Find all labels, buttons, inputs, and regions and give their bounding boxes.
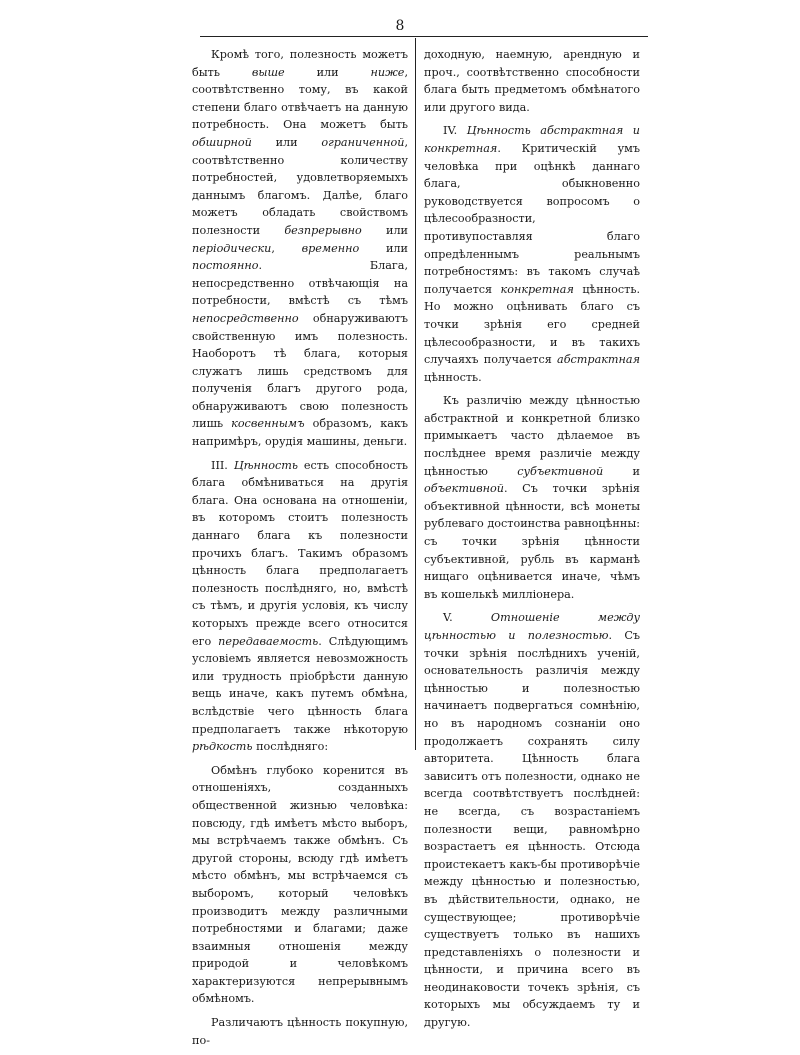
paragraph-subjective-objective: Къ различію между цѣнностью абстрактной и конкретной близко примыкаетъ часто дѣлаемое въ послѣднее время различіе между цѣнностью субъективной и объективной. Съ точки зрѣнія объективной цѣнности, всѣ монеты рублеваго достоинства равноцѣнны: съ точки зрѣнія цѣнности субъективной, рубль въ карманѣ нищаго оцѣнивается иначе, чѣмъ въ кошелькѣ милліонера. (424, 394, 640, 601)
paragraph-utility-kinds: Кромѣ того, полезность можетъ быть выше или ниже, соотвѣтственно тому, въ какой степени благо отвѣчаетъ на данную потребность. Она можетъ быть обширной или ограниченной, соотвѣтственно количеству потребностей, удовлетворяемыхъ даннымъ благомъ. Далѣе, благо можетъ обладать свойствомъ полезности безпрерывно или періодически, временно или постоянно. Блага, непосредственно отвѣчающія на потребности, вмѣстѣ съ тѣмъ непосредственно обнаруживаютъ свойственную имъ полезность. Наоборотъ тѣ блага, которыя служатъ лишь средствомъ для полученія благъ другого рода, обнаруживаютъ свою полезность лишь косвеннымъ образомъ, какъ напримѣръ, орудія машины, деньги. (192, 48, 409, 449)
paragraph-value-definition: III. Цѣнность есть способность блага обмѣниваться на другія блага. Она основана на отношеніи, въ которомъ стоитъ полезность даннаго блага къ полезности прочихъ благъ. Такимъ образомъ цѣнность блага предполагаетъ полезность послѣдняго, но, вмѣстѣ съ тѣмъ, и другія условія, къ числу которыхъ прежде всего относится его передаваемость. Слѣдующимъ условіемъ является невозможность или трудность пріобрѣсти данную вещь иначе, какъ путемъ обмѣна, вслѣдствіе чего цѣнность блага предполагаетъ также нѣкоторую рѣдкость послѣдняго: (192, 458, 408, 754)
paragraph-exchange: Обмѣнъ глубоко коренится въ отношеніяхъ, созданныхъ общественной жизнью человѣка: повсюду, гдѣ имѣетъ мѣсто выборъ, мы встрѣчаемъ также обмѣнъ. Съ другой стороны, всюду гдѣ имѣетъ мѣсто обмѣнъ, мы встрѣчаемся съ выборомъ, который человѣкъ производитъ между различными потребностями и благами; даже взаимныя отношенія между природой и человѣкомъ характеризуются непрерывнымъ обмѣномъ. (192, 763, 408, 1006)
header-rule (200, 36, 648, 37)
left-column (192, 46, 408, 1055)
page-number: 8 (395, 18, 405, 34)
right-column (424, 46, 640, 1038)
paragraph-value-types-start: Различаютъ цѣнность покупную, по- (192, 1016, 408, 1047)
paragraph-value-utility-relation: V. Отношеніе между цѣнностью и полезностью. Съ точки зрѣнія послѣднихъ ученій, основательность различія между цѣнностью и полезностью начинаетъ подвергаться сомнѣнію, но въ народномъ сознаніи оно продолжаетъ сохранять силу авторитета. Цѣнность блага зависитъ отъ полезности, однако не всегда соотвѣтствуетъ послѣдней: не всегда, съ возрастаніемъ полезности вещи, равномѣрно возрастаетъ ея цѣнность. Отсюда проистекаетъ какъ-бы противорѣчіе между цѣнностью и полезностью, въ дѣйствительности, однако, не существующее; противорѣчіе существуетъ только въ нашихъ представленіяхъ о полезности и цѣнности, и причина всего въ неодинаковости точекъ зрѣнія, съ которыхъ мы обсуждаемъ ту и другую. (424, 611, 640, 1030)
column-divider (415, 38, 416, 750)
paragraph-abstract-concrete: IV. Цѣнность абстрактная и конкретная. Критическій умъ человѣка при оцѣнкѣ даннаго блага, обыкновенно руководствуется вопросомъ о цѣлесообразности, противупоставляя благо опредѣленнымъ реальнымъ потребностямъ: въ такомъ случаѣ получается конкретная цѣнность. Но можно оцѣнивать благо съ точки зрѣнія его средней цѣлесообразности, и въ такихъ случаяхъ получается абстрактная цѣнность. (424, 124, 641, 384)
paragraph-value-types-cont: доходную, наемную, арендную и проч., соотвѣтственно способности блага быть предметомъ обмѣнатого или другого вида. (424, 48, 640, 114)
